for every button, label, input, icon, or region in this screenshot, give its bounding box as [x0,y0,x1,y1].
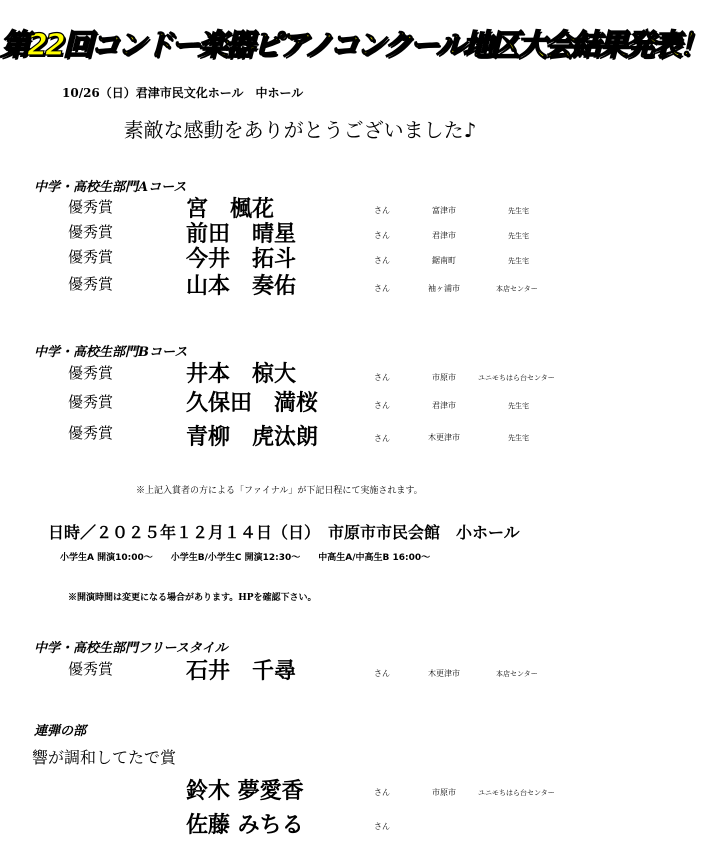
winner-name: 今井 拓斗 [186,246,297,272]
winner-name: 石井 千尋 [186,658,297,684]
honorific: さん [374,669,390,678]
winner-teacher: 先生宅 [508,232,529,240]
honorific: さん [374,231,390,240]
award-label: 優秀賞 [68,393,114,411]
time-change-note: ※開演時間は変更になる場合があります。HPを確認下さい。 [68,593,317,603]
winner-teacher: 本店センター [496,285,538,293]
award-label: 優秀賞 [68,223,114,241]
winner-name: 山本 奏佑 [186,273,297,299]
final-schedule: 小学生A 開演10:00～ 小学生B/小学生C 開演12:30～ 中高生A/中高生B 16:00～ [60,553,431,563]
honorific: さん [374,822,390,831]
winner-city: 木更津市 [428,669,460,678]
honorific: さん [374,373,390,382]
winner-teacher: ユニモちはら台センター [478,374,555,382]
award-label: 優秀賞 [68,275,114,293]
winner-teacher: 先生宅 [508,402,529,410]
winner-city: 君津市 [432,231,456,240]
winner-teacher: ユニモちはら台センター [478,789,555,797]
winner-city: 市原市 [432,373,456,382]
special-prize: 響が調和してたで賞 [32,748,177,767]
venue-line: 10/26（日）君津市民文化ホール 中ホール [62,86,304,100]
winner-teacher: 先生宅 [508,257,529,265]
winner-city: 木更津市 [428,433,460,442]
winner-city: 富津市 [432,206,456,215]
winner-name: 久保田 満桜 [186,390,319,416]
award-label: 優秀賞 [68,660,114,678]
section-heading-duet: 連弾の部 [34,724,87,739]
winner-city: 袖ヶ浦市 [428,284,460,293]
honorific: さん [374,434,390,443]
winner-name: 鈴木 夢愛香 [186,778,304,804]
winner-teacher: 先生宅 [508,434,529,442]
winner-name: 佐藤 みちる [186,812,304,838]
winner-city: 鋸南町 [432,256,456,265]
section-heading-a: 中学・高校生部門Aコース [34,180,187,195]
honorific: さん [374,206,390,215]
award-label: 優秀賞 [68,198,114,216]
award-label: 優秀賞 [68,364,114,382]
final-note: ※上記入賞者の方による「ファイナル」が下記日程にて実施されます。 [136,486,423,496]
winner-name: 宮 楓花 [186,196,275,222]
winner-city: 市原市 [432,788,456,797]
winner-city: 君津市 [432,401,456,410]
award-label: 優秀賞 [68,248,114,266]
honorific: さん [374,401,390,410]
honorific: さん [374,788,390,797]
winner-name: 青柳 虎汰朗 [186,424,319,450]
winner-name: 前田 晴星 [186,221,297,247]
winner-teacher: 本店センター [496,670,538,678]
award-label: 優秀賞 [68,424,114,442]
final-datetime: 日時／２０２５年１２月１４日（日） 市原市市民会館 小ホール [48,523,520,542]
page-title: 第22回コンドー楽器ピアノコンクール地区大会結果発表！ [0,28,706,63]
thanks-message: 素敵な感動をありがとうございました♪ [123,118,477,142]
honorific: さん [374,284,390,293]
winner-teacher: 先生宅 [508,207,529,215]
honorific: さん [374,256,390,265]
winner-name: 井本 椋大 [186,361,297,387]
section-heading-free: 中学・高校生部門フリースタイル [34,641,228,656]
section-heading-b: 中学・高校生部門Bコース [34,345,188,360]
